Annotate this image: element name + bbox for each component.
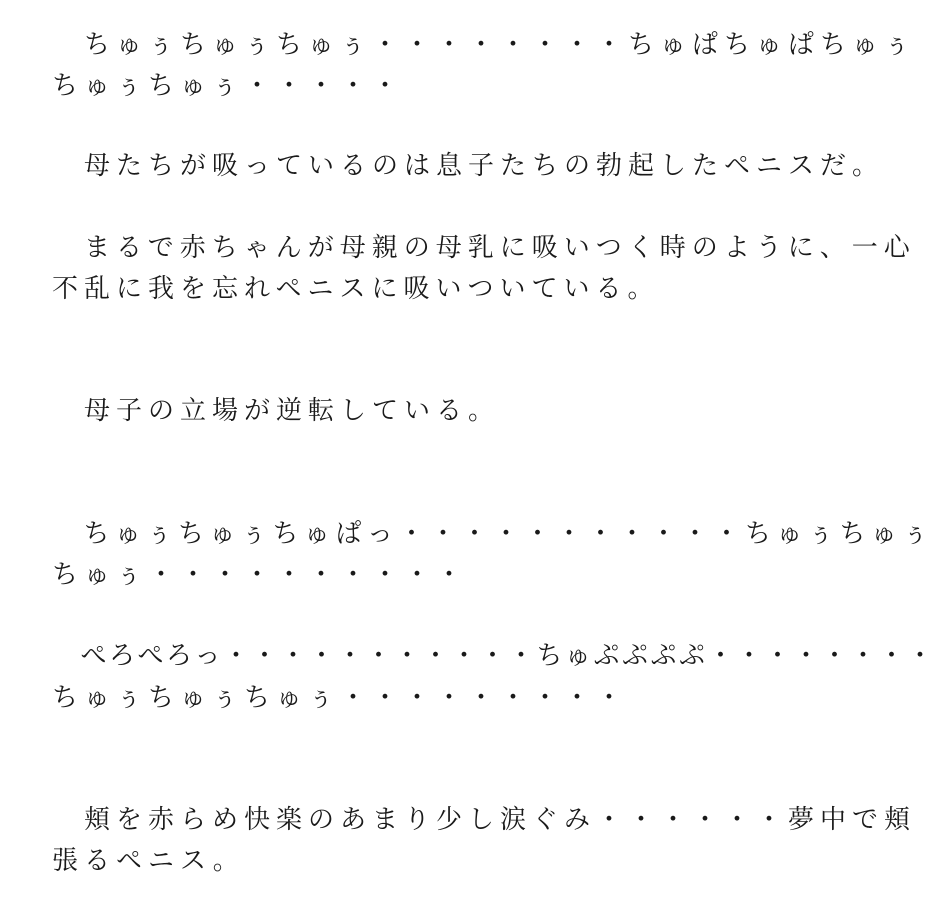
text-line-1: ちゅぅちゅぅちゅぅ・・・・・・・・ちゅぱちゅぱちゅぅ <box>52 30 917 60</box>
text-line-5: 不乱に我を忘れペニスに吸いついている。 <box>52 274 660 304</box>
text-line-4: まるで赤ちゃんが母親の母乳に吸いつく時のように、一心 <box>52 233 916 263</box>
text-line-7: ちゅぅちゅぅちゅぱっ・・・・・・・・・・・ちゅぅちゅぅ <box>52 519 935 549</box>
text-line-2: ちゅぅちゅぅ・・・・・ <box>52 71 405 101</box>
text-line-11: 頬を赤らめ快楽のあまり少し涙ぐみ・・・・・・夢中で頬 <box>52 805 917 835</box>
text-line-9: ぺろぺろっ・・・・・・・・・・・ちゅぷぷぷぷ・・・・・・・・ <box>52 641 936 671</box>
text-line-6: 母子の立場が逆転している。 <box>52 396 501 426</box>
text-line-12: 張るペニス。 <box>52 846 245 876</box>
text-line-10: ちゅぅちゅぅちゅぅ・・・・・・・・・ <box>52 683 629 713</box>
text-line-8: ちゅぅ・・・・・・・・・・ <box>52 560 469 590</box>
text-line-3: 母たちが吸っているのは息子たちの勃起したペニスだ。 <box>52 151 885 181</box>
